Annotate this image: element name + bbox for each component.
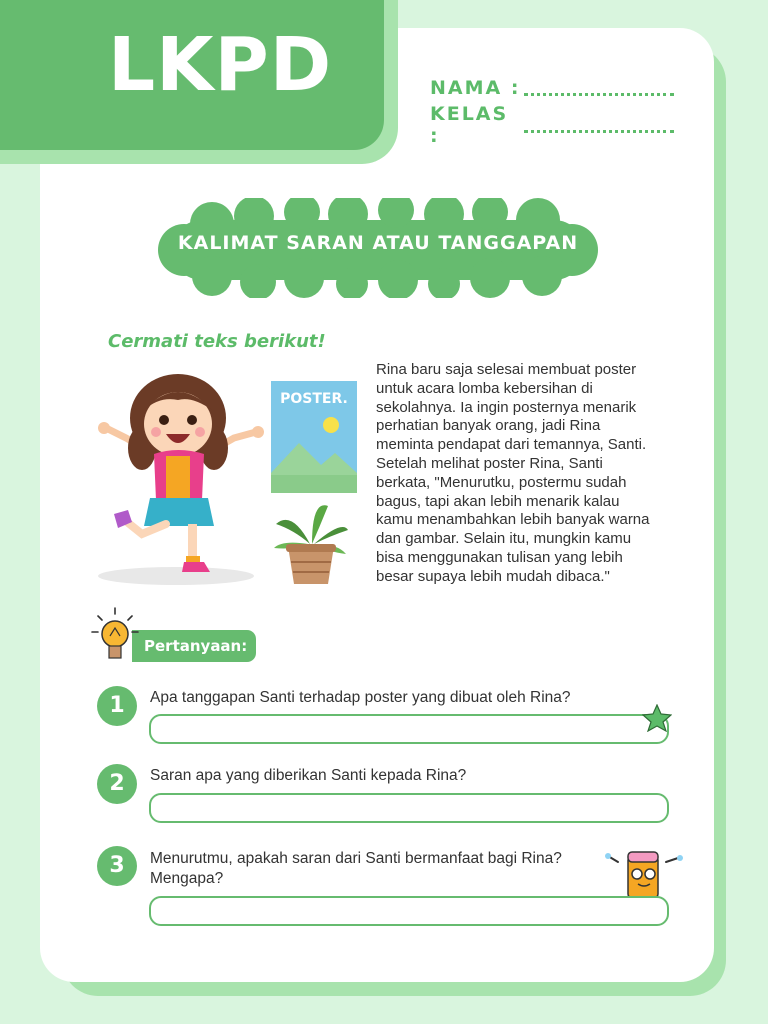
questions-header: Pertanyaan:	[132, 630, 256, 662]
question-text-2: Saran apa yang diberikan Santi kepada Rina?	[150, 767, 467, 784]
story-line: Rina baru saja selesai membuat poster	[376, 361, 637, 378]
question-number-3: 3	[97, 846, 137, 886]
question-number-2: 2	[97, 764, 137, 804]
question-text-1: Apa tanggapan Santi terhadap poster yang dibuat oleh Rina?	[150, 689, 571, 706]
class-label: KELAS :	[430, 103, 509, 147]
class-field-line[interactable]	[524, 130, 674, 133]
poster-label: POSTER.	[280, 391, 348, 407]
question-text-3-line1: Menurutmu, apakah saran dari Santi bermanfaat bagi Rina?	[150, 850, 562, 867]
story-line: bisa menggunakan tulisan yang lebih	[376, 548, 623, 566]
story-line: dan gambar. Selain itu, mungkin kamu	[376, 530, 632, 548]
name-label: NAMA :	[430, 77, 521, 99]
plant-illustration	[272, 500, 350, 588]
story-line: besar supaya lebih mudah dibaca."	[376, 567, 610, 585]
name-row	[430, 74, 674, 102]
answer-field-1[interactable]	[149, 714, 669, 744]
answer-field-3[interactable]	[149, 896, 669, 926]
story-line: kamu menambahkan lebih banyak warna	[376, 511, 650, 529]
answer-field-2[interactable]	[149, 793, 669, 823]
story-line: perhatian banyak orang, jadi Rina	[376, 417, 601, 435]
star-icon	[642, 704, 672, 732]
class-row	[430, 103, 674, 147]
story-line: bagus, tapi akan lebih menarik kalau	[376, 492, 620, 510]
story-line: berkata, "Menurutku, postermu sudah	[376, 473, 627, 491]
header-banner	[0, 0, 384, 150]
name-field-line[interactable]	[524, 93, 674, 96]
poster-illustration	[271, 381, 357, 493]
instruction-text: Cermati teks berikut!	[108, 331, 326, 352]
story-line: untuk acara lomba kebersihan di	[376, 379, 593, 397]
story-line: Setelah melihat poster Rina, Santi	[376, 454, 603, 472]
pencil-character-icon	[604, 848, 686, 898]
question-text-3-line2: Mengapa?	[150, 870, 224, 887]
girl-illustration	[92, 366, 264, 588]
story-line: sekolahnya. Ia ingin posternya menarik	[376, 398, 637, 416]
topic-title: KALIMAT SARAN ATAU TANGGAPAN	[177, 232, 579, 254]
page-title: LKPD	[108, 22, 333, 108]
lightbulb-icon	[90, 606, 140, 668]
story-text	[376, 361, 676, 587]
story-line: meminta pendapat dari temannya, Santi.	[376, 436, 647, 454]
question-number-1: 1	[97, 686, 137, 726]
question-text-3	[150, 849, 620, 889]
